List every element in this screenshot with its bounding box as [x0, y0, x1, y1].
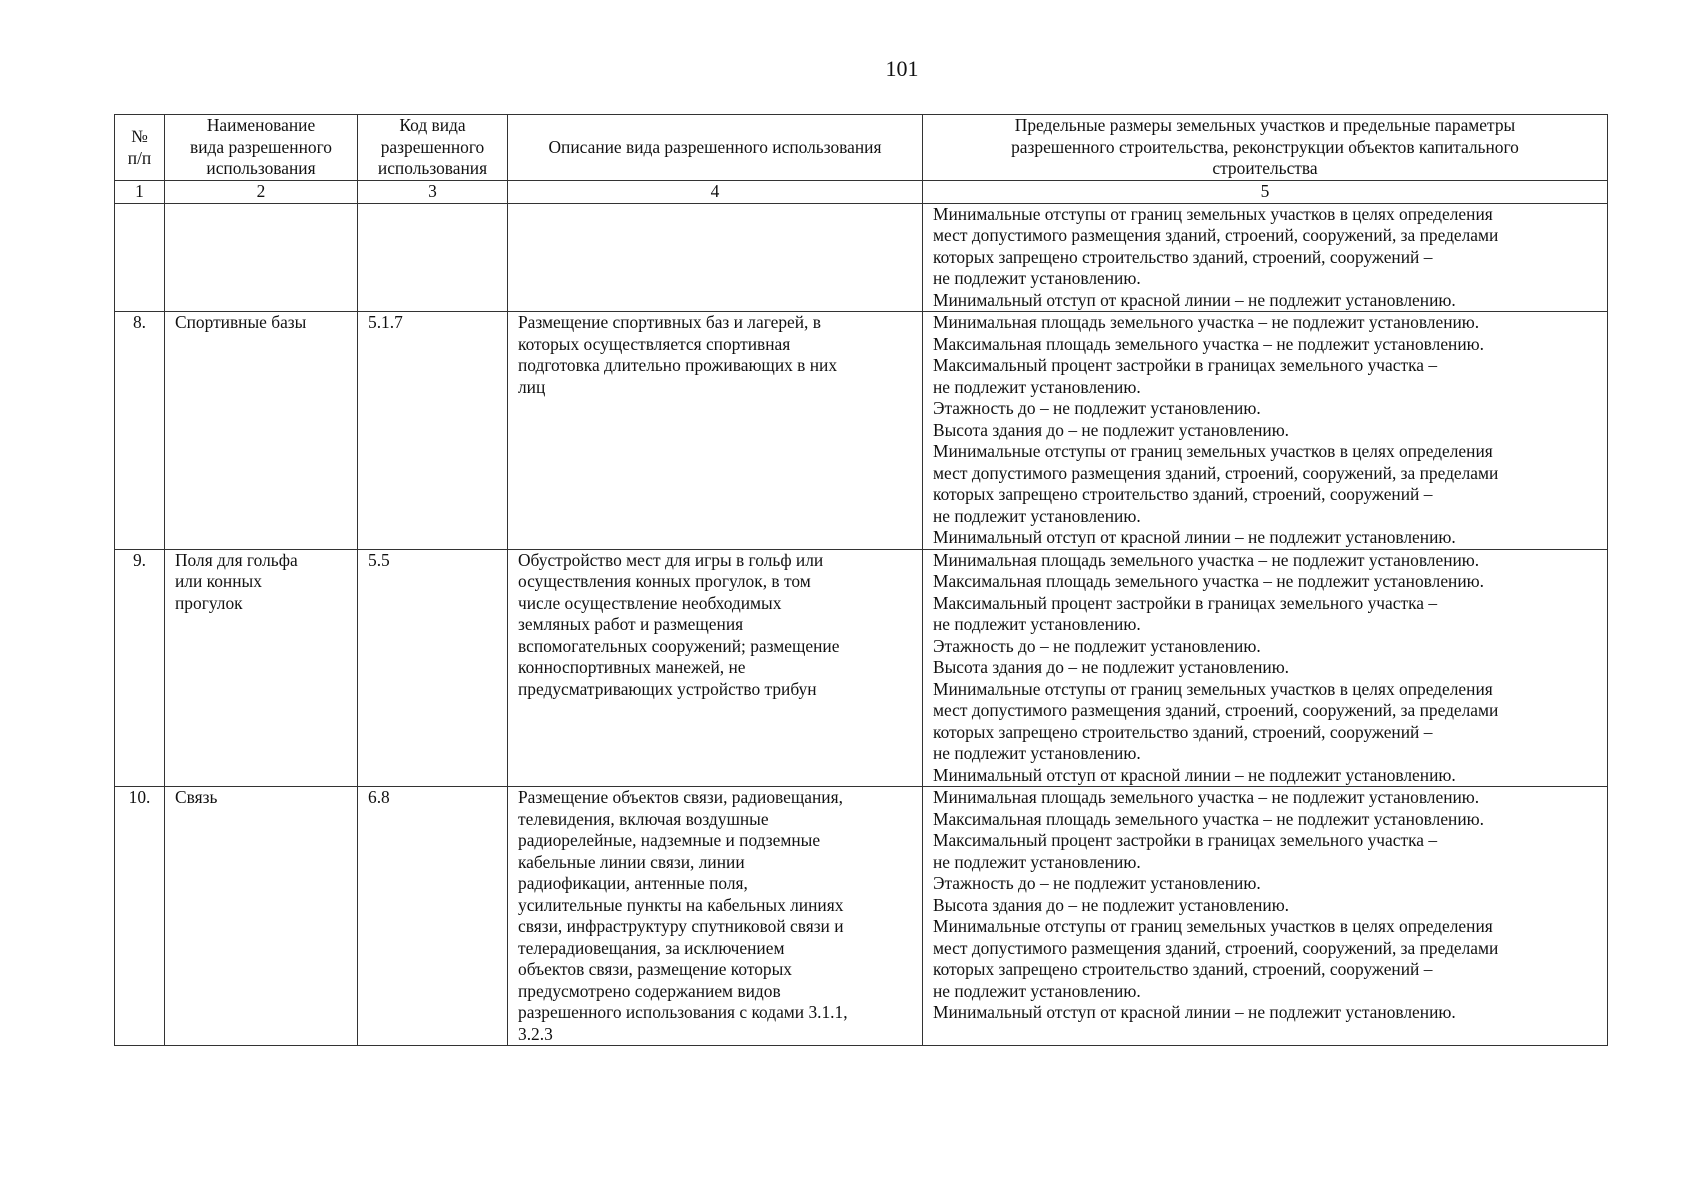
cell-text-line: Минимальный отступ от красной линии – не подлежит установлению.: [933, 289, 1456, 310]
column-number: 1: [115, 181, 165, 204]
cell-text-line: Спортивные базы: [175, 312, 307, 332]
cell-text-line: мест допустимого размещения зданий, строений, сооружений, за пределами: [933, 225, 1499, 245]
table-row: [115, 787, 1608, 1046]
cell-text-line: Размещение спортивных баз и лагерей, в: [518, 312, 821, 332]
header-cell-name: [165, 115, 358, 181]
cell-text-line: числе осуществление необходимых: [518, 592, 782, 613]
cell-text-line: Минимальные отступы от границ земельных участков в целях определения: [933, 203, 1493, 224]
cell-text-line: разрешенного строительства, реконструкции объектов капитального: [1011, 136, 1519, 157]
cell-text-line: кабельные линии связи, линии: [518, 851, 745, 872]
use-code-cell: [358, 203, 508, 312]
cell-text-line: связи, инфраструктуру спутниковой связи и: [518, 916, 844, 936]
cell-text-line: радиофикации, антенные поля,: [518, 873, 748, 893]
cell-text-line: вспомогательных сооружений; размещение: [518, 635, 840, 656]
column-number-row: [115, 181, 1608, 204]
cell-text-line: разрешенного использования с кодами 3.1.1,: [518, 1002, 848, 1022]
cell-text-line: прогулок: [175, 592, 243, 613]
table-row: [115, 549, 1608, 787]
permitted-use-table: [114, 114, 1608, 1046]
cell-text-line: Обустройство мест для игры в гольф или: [518, 549, 824, 570]
use-name-cell: [165, 312, 358, 550]
cell-text-line: не подлежит установлению.: [933, 376, 1141, 397]
cell-text-line: 10.: [128, 787, 151, 807]
table-row: [115, 203, 1608, 312]
cell-text-line: Минимальный отступ от красной линии – не подлежит установлению.: [933, 764, 1456, 785]
cell-text-line: Поля для гольфа: [175, 549, 298, 570]
cell-text-line: мест допустимого размещения зданий, строений, сооружений, за пределами: [933, 937, 1499, 958]
cell-text-line: 5.5: [368, 549, 390, 570]
cell-text-line: Максимальная площадь земельного участка – не подлежит установлению.: [933, 333, 1484, 354]
use-description-cell: [508, 549, 923, 787]
cell-text-line: которых запрещено строительство зданий, строений, сооружений –: [933, 721, 1433, 742]
cell-text-line: которых запрещено строительство зданий, строений, сооружений –: [933, 246, 1433, 267]
cell-text-line: Минимальный отступ от красной линии – не подлежит установлению.: [933, 1002, 1456, 1022]
use-parameters-cell: [923, 203, 1608, 312]
cell-text-line: не подлежит установлению.: [933, 851, 1141, 872]
cell-text-line: земляных работ и размещения: [518, 614, 744, 634]
cell-text-line: Наименование: [206, 115, 316, 136]
cell-text-line: телевидения, включая воздушные: [518, 808, 769, 829]
cell-text-line: Высота здания до – не подлежит установлению.: [933, 419, 1290, 440]
cell-text-line: Минимальные отступы от границ земельных участков в целях определения: [933, 916, 1493, 936]
cell-text-line: Максимальный процент застройки в границах земельного участка –: [933, 355, 1438, 375]
header-cell-parameters: [923, 115, 1608, 181]
cell-text-line: 5.1.7: [368, 312, 403, 332]
cell-text-line: Минимальные отступы от границ земельных участков в целях определения: [933, 678, 1493, 699]
cell-text-line: мест допустимого размещения зданий, строений, сооружений, за пределами: [933, 700, 1499, 720]
cell-text-line: разрешенного: [380, 136, 485, 157]
table-row: [115, 312, 1608, 550]
cell-text-line: не подлежит установлению.: [933, 614, 1141, 634]
cell-text-line: которых запрещено строительство зданий, строений, сооружений –: [933, 959, 1433, 979]
page-number: 101: [885, 56, 919, 81]
cell-text-line: Этажность до – не подлежит установлению.: [933, 635, 1261, 656]
cell-text-line: 3.2.3: [518, 1023, 553, 1044]
cell-text-line: 6.8: [368, 787, 390, 807]
use-description-cell: [508, 203, 923, 312]
cell-text-line: усилительные пункты на кабельных линиях: [518, 894, 844, 915]
cell-text-line: не подлежит установлению.: [933, 980, 1141, 1001]
row-number-cell: [115, 312, 165, 550]
cell-text-line: не подлежит установлению.: [933, 743, 1141, 763]
header-cell-code: [358, 115, 508, 181]
cell-text-line: Минимальная площадь земельного участка – не подлежит установлению.: [933, 787, 1480, 807]
cell-text-line: Максимальный процент застройки в границах земельного участка –: [933, 830, 1438, 850]
use-code-cell: [358, 549, 508, 787]
row-number-cell: [115, 203, 165, 312]
cell-text-line: п/п: [127, 147, 152, 168]
use-name-cell: [165, 203, 358, 312]
cell-text-line: телерадиовещания, за исключением: [518, 937, 785, 958]
cell-text-line: мест допустимого размещения зданий, строений, сооружений, за пределами: [933, 462, 1499, 483]
cell-text-line: осуществления конных прогулок, в том: [518, 571, 811, 591]
cell-text-line: 9.: [132, 549, 147, 570]
table-header-row: [115, 115, 1608, 181]
use-parameters-cell: [923, 787, 1608, 1046]
cell-text-line: Максимальная площадь земельного участка – не подлежит установлению.: [933, 808, 1484, 829]
cell-text-line: Описание вида разрешенного использования: [548, 136, 882, 157]
cell-text-line: не подлежит установлению.: [933, 505, 1141, 526]
use-code-cell: [358, 787, 508, 1046]
cell-text-line: лиц: [518, 376, 546, 397]
use-description-cell: [508, 787, 923, 1046]
cell-text-line: Этажность до – не подлежит установлению.: [933, 398, 1261, 418]
cell-text-line: которых запрещено строительство зданий, строений, сооружений –: [933, 484, 1433, 504]
cell-text-line: предусмотрено содержанием видов: [518, 980, 781, 1001]
cell-text-line: Размещение объектов связи, радиовещания,: [518, 787, 843, 807]
header-cell-number: [115, 115, 165, 181]
cell-text-line: использования: [206, 158, 316, 179]
use-description-cell: [508, 312, 923, 550]
column-number: 5: [923, 181, 1608, 204]
cell-text-line: Минимальная площадь земельного участка – не подлежит установлению.: [933, 549, 1480, 570]
use-name-cell: [165, 787, 358, 1046]
row-number-cell: [115, 787, 165, 1046]
cell-text-line: Код вида: [399, 115, 466, 136]
cell-text-line: радиорелейные, надземные и подземные: [518, 830, 821, 850]
cell-text-line: Высота здания до – не подлежит установлению.: [933, 657, 1290, 677]
cell-text-line: Минимальный отступ от красной линии – не подлежит установлению.: [933, 527, 1456, 547]
cell-text-line: №: [131, 126, 148, 146]
column-number: 4: [508, 181, 923, 204]
cell-text-line: Максимальная площадь земельного участка – не подлежит установлению.: [933, 571, 1484, 591]
cell-text-line: Связь: [175, 787, 218, 807]
cell-text-line: использования: [377, 158, 488, 179]
column-number: 3: [358, 181, 508, 204]
cell-text-line: 8.: [132, 312, 147, 332]
cell-text-line: Минимальная площадь земельного участка – не подлежит установлению.: [933, 312, 1480, 332]
cell-text-line: Предельные размеры земельных участков и предельные параметры: [1014, 115, 1516, 136]
cell-text-line: строительства: [1212, 158, 1318, 179]
cell-text-line: конноспортивных манежей, не: [518, 657, 746, 677]
cell-text-line: не подлежит установлению.: [933, 268, 1141, 288]
use-name-cell: [165, 549, 358, 787]
cell-text-line: которых осуществляется спортивная: [518, 333, 791, 354]
cell-text-line: Высота здания до – не подлежит установлению.: [933, 894, 1290, 915]
cell-text-line: подготовка длительно проживающих в них: [518, 355, 838, 375]
header-cell-description: [508, 115, 923, 181]
cell-text-line: объектов связи, размещение которых: [518, 959, 792, 979]
cell-text-line: Этажность до – не подлежит установлению.: [933, 873, 1261, 893]
row-number-cell: [115, 549, 165, 787]
cell-text-line: или конных: [175, 571, 262, 591]
use-parameters-cell: [923, 549, 1608, 787]
use-code-cell: [358, 312, 508, 550]
column-number: 2: [165, 181, 358, 204]
cell-text-line: Максимальный процент застройки в границах земельного участка –: [933, 592, 1438, 613]
use-parameters-cell: [923, 312, 1608, 550]
cell-text-line: вида разрешенного: [190, 136, 332, 157]
cell-text-line: предусматривающих устройство трибун: [518, 678, 817, 699]
cell-text-line: Минимальные отступы от границ земельных участков в целях определения: [933, 441, 1493, 461]
